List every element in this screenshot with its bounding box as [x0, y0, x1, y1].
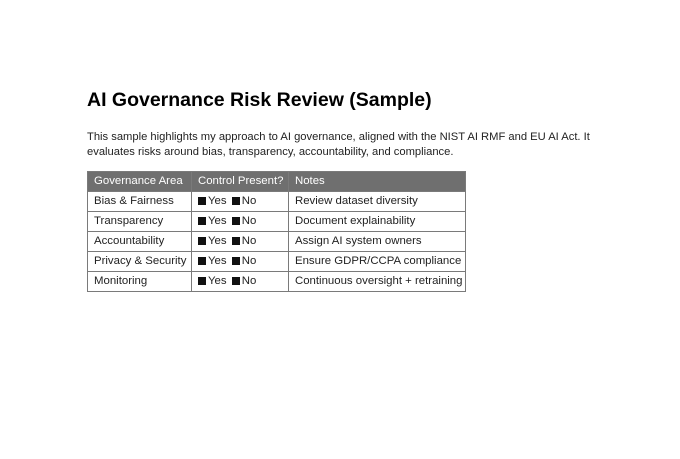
no-label: No	[241, 235, 257, 247]
control-present-cell	[192, 252, 289, 272]
yes-label: Yes	[208, 215, 227, 227]
yes-label: Yes	[208, 275, 227, 287]
yes-checkbox[interactable]	[198, 217, 206, 225]
governance-area-cell: Transparency	[88, 212, 192, 232]
table-row	[88, 212, 466, 232]
table-row	[88, 192, 466, 212]
notes-cell: Ensure GDPR/CCPA compliance	[289, 252, 466, 272]
table-row	[88, 252, 466, 272]
intro-paragraph	[87, 130, 647, 159]
table-row	[88, 232, 466, 252]
governance-area-cell: Accountability	[88, 232, 192, 252]
control-present-cell	[192, 192, 289, 212]
header-control-present: Control Present?	[192, 172, 289, 192]
governance-area-cell: Bias & Fairness	[88, 192, 192, 212]
table-row	[88, 272, 466, 292]
yes-checkbox[interactable]	[198, 277, 206, 285]
no-checkbox[interactable]	[232, 277, 240, 285]
no-checkbox[interactable]	[232, 197, 240, 205]
yes-label: Yes	[208, 235, 227, 247]
notes-cell: Assign AI system owners	[289, 232, 466, 252]
yes-label: Yes	[208, 195, 227, 207]
no-label: No	[241, 275, 257, 287]
governance-table	[87, 171, 466, 292]
yes-checkbox[interactable]	[198, 197, 206, 205]
control-present-cell	[192, 272, 289, 292]
no-label: No	[241, 215, 257, 227]
no-checkbox[interactable]	[232, 237, 240, 245]
no-checkbox[interactable]	[232, 257, 240, 265]
control-present-cell	[192, 212, 289, 232]
header-notes: Notes	[289, 172, 466, 192]
notes-cell: Document explainability	[289, 212, 466, 232]
yes-checkbox[interactable]	[198, 237, 206, 245]
no-label: No	[241, 255, 257, 267]
table-header-row	[88, 172, 466, 192]
yes-label: Yes	[208, 255, 227, 267]
governance-area-cell: Monitoring	[88, 272, 192, 292]
governance-area-cell: Privacy & Security	[88, 252, 192, 272]
notes-cell: Continuous oversight + retraining	[289, 272, 466, 292]
no-checkbox[interactable]	[232, 217, 240, 225]
no-label: No	[241, 195, 257, 207]
yes-checkbox[interactable]	[198, 257, 206, 265]
notes-cell: Review dataset diversity	[289, 192, 466, 212]
document-title: AI Governance Risk Review (Sample)	[87, 89, 432, 111]
header-governance-area: Governance Area	[88, 172, 192, 192]
intro-line-1: This sample highlights my approach to AI governance, aligned with the NIST AI RMF and EU AI Act. It	[87, 131, 590, 143]
intro-line-2: evaluates risks around bias, transparency, accountability, and compliance.	[87, 145, 454, 158]
control-present-cell	[192, 232, 289, 252]
